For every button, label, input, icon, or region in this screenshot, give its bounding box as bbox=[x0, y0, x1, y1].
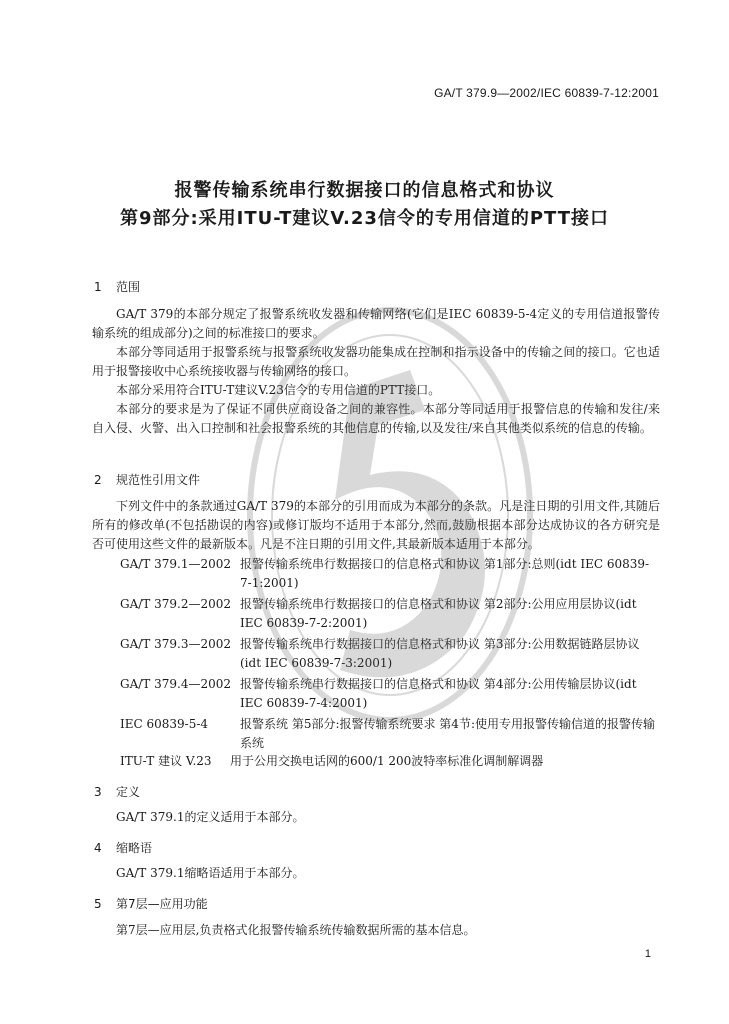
reference-item bbox=[120, 715, 660, 753]
section-5-para: 第7层—应用层,负责格式化报警传输系统传输数据所需的基本信息。 bbox=[116, 923, 476, 937]
document-title-line1: 报警传输系统串行数据接口的信息格式和协议 bbox=[174, 180, 555, 201]
section-number: 3 bbox=[94, 785, 102, 799]
standard-code: GA/T 379.9—2002/IEC 60839-7-12:2001 bbox=[434, 86, 659, 100]
section-2-heading bbox=[94, 471, 200, 488]
reference-title: 用于公用交换电话网的600/1 200波特率标准化调制解调器 bbox=[230, 754, 544, 768]
section-1-heading bbox=[94, 278, 140, 295]
section-1-para-2: 本部分等同适用于报警系统与报警系统收发器功能集成在控制和指示设备中的传输之间的接口。它也适用于报警接收中心系统接收器与传输网络的接口。 bbox=[92, 345, 660, 378]
section-number: 5 bbox=[94, 897, 102, 911]
section-4-heading bbox=[94, 839, 152, 856]
section-5-heading bbox=[94, 895, 208, 912]
reference-item bbox=[120, 555, 660, 593]
reference-item bbox=[120, 635, 660, 673]
reference-code: GA/T 379.2—2002 bbox=[120, 597, 232, 611]
section-title: 范围 bbox=[116, 280, 141, 294]
section-3-para: GA/T 379.1的定义适用于本部分。 bbox=[116, 810, 305, 824]
reference-title: 报警传输系统串行数据接口的信息格式和协议 第3部分:公用数据链路层协议(idt IEC 60839-7-3:2001) bbox=[240, 637, 640, 670]
section-number: 2 bbox=[94, 473, 102, 487]
section-title: 第7层—应用功能 bbox=[116, 897, 208, 911]
section-1-para-4: 本部分的要求是为了保证不同供应商设备之间的兼容性。本部分等同适用于报警信息的传输和发往/来自入侵、火警、出入口控制和社会报警系统的其他信息的传输,以及发往/来自其他类似系统的信息的传输。 bbox=[92, 402, 660, 435]
reference-item bbox=[120, 675, 660, 713]
section-1-para-1: GA/T 379的本部分规定了报警系统收发器和传输网络(它们是IEC 60839-5-4定义的专用信道报警传输系统的组成部分)之间的标准接口的要求。 bbox=[92, 307, 660, 340]
reference-item bbox=[120, 595, 660, 633]
reference-title: 报警系统 第5部分:报警传输系统要求 第4节:使用专用报警传输信道的报警传输系统 bbox=[240, 717, 655, 750]
reference-title: 报警传输系统串行数据接口的信息格式和协议 第2部分:公用应用层协议(idt IEC 60839-7-2:2001) bbox=[240, 597, 637, 630]
reference-title: 报警传输系统串行数据接口的信息格式和协议 第4部分:公用传输层协议(idt IEC 60839-7-4:2001) bbox=[240, 677, 637, 710]
section-3-heading bbox=[94, 783, 140, 800]
section-4-para: GA/T 379.1缩略语适用于本部分。 bbox=[116, 866, 305, 880]
reference-code: GA/T 379.1—2002 bbox=[120, 557, 232, 571]
reference-title: 报警传输系统串行数据接口的信息格式和协议 第1部分:总则(idt IEC 60839-7-1:2001) bbox=[240, 557, 650, 590]
reference-code: ITU-T 建议 V.23 bbox=[120, 754, 212, 768]
section-2-intro: 下列文件中的条款通过GA/T 379的本部分的引用而成为本部分的条款。凡是注日期的引用文件,其随后所有的修改单(不包括勘误的内容)或修订版均不适用于本部分,然而,鼓励根据本部分达成协议的各方研究是否可使用这些文件的最新版本。凡是不注日期的引用文件,其最新版本适用于本部分。 bbox=[92, 499, 660, 551]
reference-code: GA/T 379.3—2002 bbox=[120, 637, 232, 651]
section-1-para-3: 本部分采用符合ITU-T建议V.23信令的专用信道的PTT接口。 bbox=[116, 383, 441, 397]
section-number: 1 bbox=[94, 280, 102, 294]
section-title: 定义 bbox=[116, 785, 141, 799]
section-number: 4 bbox=[94, 841, 102, 855]
reference-code: IEC 60839-5-4 bbox=[120, 717, 209, 731]
reference-code: GA/T 379.4—2002 bbox=[120, 677, 232, 691]
reference-item bbox=[120, 752, 660, 771]
page-number: 1 bbox=[644, 948, 651, 960]
section-title: 规范性引用文件 bbox=[116, 473, 201, 487]
section-title: 缩略语 bbox=[116, 841, 153, 855]
document-title-line2: 第9部分:采用ITU-T建议V.23信令的专用信道的PTT接口 bbox=[119, 208, 610, 229]
